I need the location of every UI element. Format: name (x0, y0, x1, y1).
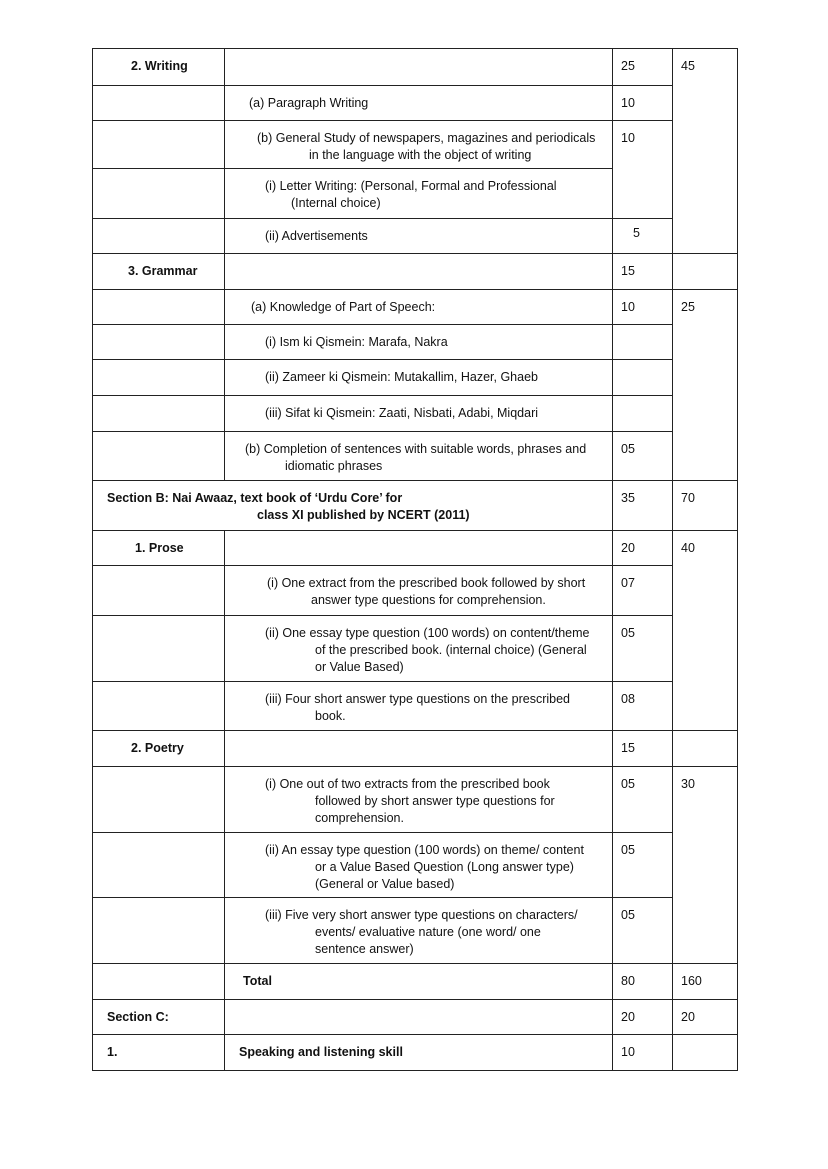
total-marks-cell: 30 (673, 767, 738, 964)
description-cell: (a) Knowledge of Part of Speech: (225, 290, 613, 325)
table-row (93, 325, 738, 360)
table-row (93, 1035, 738, 1071)
total-marks-cell: 40 (673, 531, 738, 731)
marks-cell: 80 (613, 964, 673, 1000)
section-heading-grammar: 3. Grammar (93, 254, 225, 290)
description-line: (General or Value based) (315, 877, 455, 891)
description-cell (225, 898, 613, 964)
description-line: (i) One extract from the prescribed book followed by short (267, 576, 586, 590)
table-row (93, 898, 738, 964)
marks-cell (613, 396, 673, 432)
description-line: (b) Completion of sentences with suitable words, phrases and (245, 442, 587, 456)
section-c-heading: Section C: (93, 1000, 225, 1035)
marks-cell: 05 (613, 432, 673, 481)
table-row (93, 964, 738, 1000)
label-cell (93, 290, 225, 325)
marks-cell: 20 (613, 531, 673, 566)
table-row (93, 219, 738, 254)
table-row (93, 833, 738, 898)
total-marks-cell: 45 (673, 49, 738, 254)
description-line: (ii) An essay type question (100 words) on theme/ content (265, 843, 584, 857)
label-cell (93, 682, 225, 731)
label-cell (93, 219, 225, 254)
label-cell (93, 169, 225, 219)
description-line: book. (315, 709, 346, 723)
table-row (93, 121, 738, 169)
description-line: (iii) Five very short answer type questions on characters/ (265, 908, 578, 922)
description-cell (225, 616, 613, 682)
table-row (93, 767, 738, 833)
description-line: (iii) Four short answer type questions on the prescribed (265, 692, 571, 706)
total-label: Total (225, 964, 613, 1000)
description-line: (i) One out of two extracts from the prescribed book (265, 777, 550, 791)
marks-cell: 07 (613, 566, 673, 616)
description-cell (225, 566, 613, 616)
marks-cell: 5 (613, 219, 673, 254)
label-cell (93, 360, 225, 396)
label-cell (93, 767, 225, 833)
description-cell (225, 121, 613, 169)
label-cell (93, 566, 225, 616)
table-row (93, 49, 738, 86)
marks-cell: 05 (613, 767, 673, 833)
label-cell (93, 964, 225, 1000)
total-marks-cell (673, 731, 738, 767)
section-heading-writing: 2. Writing (93, 49, 225, 86)
label-cell (93, 898, 225, 964)
table-row (93, 1000, 738, 1035)
marks-cell: 10 (613, 86, 673, 121)
description-line: in the language with the object of writing (309, 148, 532, 162)
marks-cell (613, 360, 673, 396)
label-cell: 1. (93, 1035, 225, 1071)
description-line: sentence answer) (315, 942, 414, 956)
marks-cell: 10 (613, 1035, 673, 1071)
marks-cell: 05 (613, 616, 673, 682)
description-line: events/ evaluative nature (one word/ one (315, 925, 541, 939)
description-cell: (ii) Advertisements (225, 219, 613, 254)
marks-cell: 35 (613, 481, 673, 531)
description-cell: Speaking and listening skill (225, 1035, 613, 1071)
total-marks-cell: 25 (673, 290, 738, 481)
table-row (93, 360, 738, 396)
description-cell (225, 254, 613, 290)
description-cell (225, 1000, 613, 1035)
label-cell (93, 432, 225, 481)
section-b-line: Section B: Nai Awaaz, text book of ‘Urdu Core’ for (107, 491, 403, 505)
total-marks-cell (673, 1035, 738, 1071)
description-line: of the prescribed book. (internal choice) (General (315, 643, 587, 657)
marks-cell: 08 (613, 682, 673, 731)
description-line: idiomatic phrases (285, 459, 383, 473)
label-cell (93, 121, 225, 169)
total-marks-cell: 70 (673, 481, 738, 531)
section-heading-poetry: 2. Poetry (93, 731, 225, 767)
description-cell (225, 731, 613, 767)
table-row (93, 481, 738, 531)
label-cell (93, 833, 225, 898)
marks-cell: 25 (613, 49, 673, 86)
description-cell (225, 432, 613, 481)
label-cell (93, 396, 225, 432)
description-line: answer type questions for comprehension. (311, 593, 546, 607)
label-cell (93, 86, 225, 121)
marks-cell: 05 (613, 898, 673, 964)
total-marks-cell: 160 (673, 964, 738, 1000)
section-b-heading (93, 481, 613, 531)
description-cell: (i) Ism ki Qismein: Marafa, Nakra (225, 325, 613, 360)
description-cell: (iii) Sifat ki Qismein: Zaati, Nisbati, Adabi, Miqdari (225, 396, 613, 432)
table-row (93, 86, 738, 121)
total-marks-cell: 20 (673, 1000, 738, 1035)
table-row (93, 432, 738, 481)
marks-cell: 10 (613, 121, 673, 219)
description-cell: (ii) Zameer ki Qismein: Mutakallim, Hazer, Ghaeb (225, 360, 613, 396)
description-line: followed by short answer type questions for (315, 794, 555, 808)
section-heading-prose: 1. Prose (93, 531, 225, 566)
description-line: or Value Based) (315, 660, 404, 674)
description-line: (b) General Study of newspapers, magazines and periodicals (257, 131, 596, 145)
table-row (93, 731, 738, 767)
description-line: or a Value Based Question (Long answer type) (315, 860, 574, 874)
description-cell (225, 49, 613, 86)
description-cell (225, 531, 613, 566)
marks-cell: 15 (613, 731, 673, 767)
table-row (93, 566, 738, 616)
description-cell (225, 767, 613, 833)
table-row (93, 531, 738, 566)
description-cell (225, 833, 613, 898)
description-line: (ii) One essay type question (100 words) on content/theme (265, 626, 590, 640)
description-line: (Internal choice) (291, 196, 381, 210)
total-marks-cell (673, 254, 738, 290)
marks-cell: 05 (613, 833, 673, 898)
table-row (93, 254, 738, 290)
description-cell (225, 169, 613, 219)
section-b-line: class XI published by NCERT (2011) (257, 508, 470, 522)
marks-cell: 15 (613, 254, 673, 290)
marks-cell: 20 (613, 1000, 673, 1035)
table-row (93, 396, 738, 432)
table-row (93, 290, 738, 325)
table-row (93, 616, 738, 682)
description-line: (i) Letter Writing: (Personal, Formal and Professional (265, 179, 557, 193)
label-cell (93, 616, 225, 682)
table-row (93, 682, 738, 731)
syllabus-table (92, 48, 738, 1071)
marks-cell: 10 (613, 290, 673, 325)
label-cell (93, 325, 225, 360)
description-cell (225, 682, 613, 731)
description-cell: (a) Paragraph Writing (225, 86, 613, 121)
marks-cell (613, 325, 673, 360)
description-line: comprehension. (315, 811, 404, 825)
